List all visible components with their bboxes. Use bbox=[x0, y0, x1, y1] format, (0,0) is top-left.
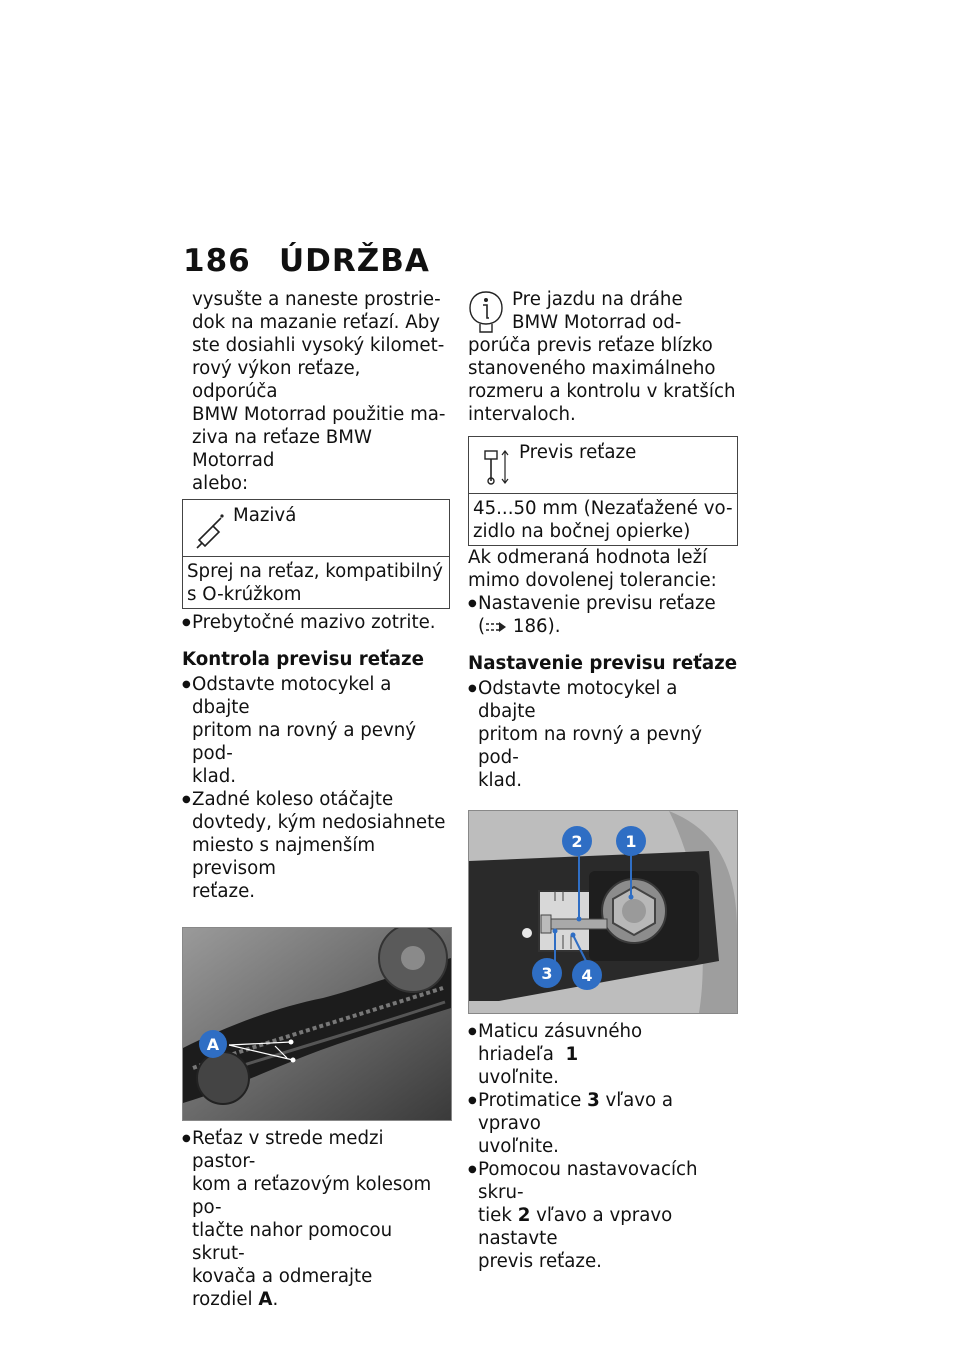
info-icon bbox=[468, 290, 504, 334]
chain-sag-box-header bbox=[469, 437, 737, 494]
list-item: ● Prebytočné mazivo zotrite. bbox=[182, 611, 450, 634]
lubricant-box bbox=[182, 499, 450, 609]
callout-a-label: A bbox=[206, 1035, 220, 1054]
bullet-list-3 bbox=[182, 1127, 450, 1311]
callout-4-label: 4 bbox=[581, 966, 593, 985]
chain-sag-box bbox=[468, 436, 738, 546]
list-item: ● Nastavenie previsu reťaze ( 186). bbox=[468, 592, 738, 638]
lubricant-box-header bbox=[183, 500, 449, 557]
page-number: 186 bbox=[183, 243, 251, 279]
callout-3-label: 3 bbox=[541, 964, 553, 983]
list-item: ● Pomocou nastavovacích skru- tiek 2 vľavo a vpravo nastavte previs reťaze. bbox=[468, 1158, 738, 1273]
lubricant-label: Mazivá bbox=[233, 505, 297, 526]
chain-sag-label: Previs reťaze bbox=[519, 442, 637, 463]
adjuster-photo bbox=[468, 810, 738, 1014]
bullet-list-1 bbox=[182, 611, 450, 634]
chain-sag-gauge-icon bbox=[479, 447, 513, 487]
list-item: ● Reťaz v strede medzi pastor- kom a reťazovým kolesom po- tlačte nahor pomocou skrut- kovača a odmerajte rozdiel A. bbox=[182, 1127, 450, 1311]
intro-text: vysušte a naneste prostrie- dok na mazanie reťazí. Aby ste dosiahli vysoký kilomet- rový výkon reťaze, odporúča BMW Motorrad použitie ma- ziva na reťaze BMW Motorrad alebo: bbox=[192, 289, 446, 494]
section-heading-adjust: Nastavenie previsu reťaze bbox=[468, 653, 738, 674]
page-header bbox=[183, 243, 430, 279]
oil-can-icon bbox=[193, 510, 227, 550]
lubricant-text: Sprej na reťaz, kompatibilný s O-krúžkom bbox=[187, 561, 443, 605]
chain-sag-value: 45...50 mm (Nezaťažené vo- zidlo na bočnej opierke) bbox=[473, 498, 733, 542]
list-item: ● Zadné koleso otáčajte dovtedy, kým nedosiahnete miesto s najmenším previsom reťaze. bbox=[182, 788, 450, 903]
chain-illustration bbox=[183, 928, 451, 1120]
list-item: ● Maticu zásuvného hriadeľa 1 uvoľnite. bbox=[468, 1020, 738, 1089]
page-reference-arrow-icon bbox=[485, 621, 507, 633]
chapter-title: ÚDRŽBA bbox=[279, 243, 430, 279]
adjust-bullet-list bbox=[468, 592, 738, 638]
left-column bbox=[182, 288, 450, 1311]
chain-photo bbox=[182, 927, 452, 1121]
callout-1-label: 1 bbox=[625, 832, 637, 851]
section-heading-check: Kontrola previsu reťaze bbox=[182, 649, 424, 670]
adjuster-illustration bbox=[469, 811, 737, 1013]
list-item: ● Odstavte motocykel a dbajte pritom na rovný a pevný pod- klad. bbox=[182, 673, 450, 788]
bullet-list-4 bbox=[468, 677, 738, 792]
info-note: Pre jazdu na dráhe BMW Motorrad od- porúča previs reťaze blízko stanoveného maximálneho rozmeru a kontrolu v kratších intervaloch. bbox=[468, 289, 736, 425]
bullet-list-2 bbox=[182, 673, 450, 903]
right-column: Pre jazdu na dráhe BMW Motorrad od- porúča previs reťaze blízko stanoveného maximálneho rozmeru a kontrolu v kratších intervaloch. Previs reťaze 45...50 mm (Nezaťažené vo- zidlo na bočnej opierke) Ak odmeraná hodnota leží mimo dovolenej tolerancie: ● Nastavenie previsu reťaze ( 186). Nastavenie previsu reťaze ● Odstavte motocykel a dbajte pritom na rovný a pevný pod- klad. 2 1 3 4 ● Maticu zásuvného hriadeľa 1 uvoľnite. ● Protimatice 3 vľavo a vpravo uvoľnite. ● Pomocou nastavovacích skru- tiek 2 vľavo a vpravo nastavte previs reťaze. bbox=[468, 288, 738, 1273]
callout-2-label: 2 bbox=[571, 832, 583, 851]
list-item: ● Protimatice 3 vľavo a vpravo uvoľnite. bbox=[468, 1089, 738, 1158]
bullet-list-5 bbox=[468, 1020, 738, 1273]
list-item: ● Odstavte motocykel a dbajte pritom na rovný a pevný pod- klad. bbox=[468, 677, 738, 792]
